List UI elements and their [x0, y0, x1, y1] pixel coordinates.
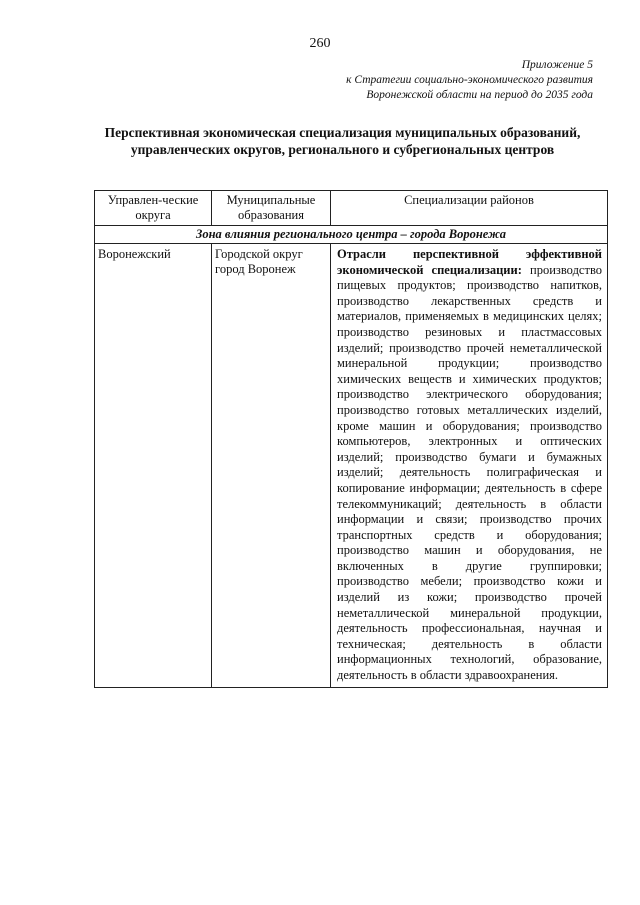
- municipality-cell: Городской округ город Воронеж: [212, 244, 331, 688]
- appendix-line-2: к Стратегии социально-экономического развития: [346, 74, 593, 86]
- appendix-note: [346, 58, 593, 103]
- header-districts: Управлен-ческие округа: [95, 191, 212, 226]
- table-header-row: [95, 191, 608, 226]
- specialization-cell: [331, 244, 608, 688]
- specialization-heading: Отрасли перспективной эффективной экономической специализации:: [337, 247, 602, 277]
- district-cell: Воронежский: [95, 244, 212, 688]
- header-municipalities: Муниципальные образования: [212, 191, 331, 226]
- appendix-line-1: Приложение 5: [521, 59, 593, 71]
- document-title: Перспективная экономическая специализация муниципальных образований, управленческих округов, регионального и субрегиональных центров: [104, 125, 581, 157]
- table-row: [95, 244, 608, 688]
- appendix-line-3: Воронежской области на период до 2035 года: [366, 89, 593, 101]
- header-specializations: Специализации районов: [331, 191, 608, 226]
- page-number: 260: [309, 36, 331, 51]
- specialization-text: производство пищевых продуктов; производство напитков, производство лекарственных средств и материалов, применяемых в медицинских целях; производство резиновых и пластмассовых изделий; производство прочей неметаллической минеральной продукции; производство химических веществ и химических продуктов; производство электрического оборудования; производство готовых металлических изделий, кроме машин и оборудования; производство компьютеров, электронных и оптических изделий; производство бумаги и бумажных изделий; деятельность полиграфическая и копирование информации; деятельность в сфере телекоммуникаций; деятельность в области информации и связи; производство прочих транспортных средств и оборудования; производство машин и оборудования, не включенных в другие группировки; производство мебели; производство кожи и изделий из кожи; производство прочей неметаллической минеральной продукции, деятельность профессиональная, научная и техническая; деятельность в области информационных технологий, образование, деятельность в области здравоохранения.: [337, 262, 603, 683]
- specialization-table: [94, 190, 608, 688]
- zone-title: Зона влияния регионального центра – города Воронежа: [95, 226, 608, 244]
- zone-row: [95, 226, 608, 244]
